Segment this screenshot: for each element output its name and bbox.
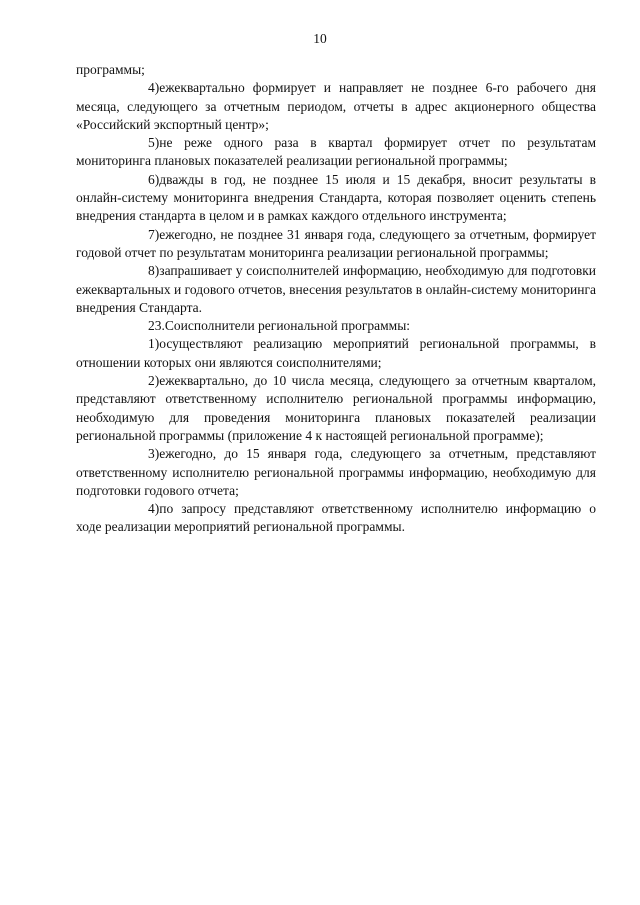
list-item-number: 6) bbox=[148, 171, 160, 187]
list-item-number: 4) bbox=[148, 80, 160, 96]
list-item-text: не реже одного раза в квартал формирует отчет по результатам мониторинга плановых показателей реализации региональной программы; bbox=[76, 135, 596, 169]
list-item-number: 7) bbox=[148, 226, 160, 242]
list-item bbox=[76, 445, 596, 500]
list-item bbox=[76, 171, 596, 226]
list-item bbox=[76, 372, 596, 445]
paragraph-continuation bbox=[76, 61, 596, 79]
list-item-number: 8) bbox=[148, 263, 160, 279]
paragraph-text: программы; bbox=[76, 62, 145, 77]
list-item-text: дважды в год, не позднее 15 июля и 15 декабря, вносит результаты в онлайн-систему мониторинга внедрения Стандарта, которая позволяет оценить степень внедрения стандарта в целом и в рамках каждого отдельного инструмента; bbox=[76, 171, 596, 224]
list-item-number: 4) bbox=[148, 501, 160, 517]
list-item bbox=[76, 262, 596, 317]
list-item bbox=[76, 500, 596, 537]
list-item-number: 1) bbox=[148, 336, 160, 352]
list-item bbox=[76, 335, 596, 372]
list-item-text: ежегодно, не позднее 31 января года, следующего за отчетным, формирует годовой отчет по результатам мониторинга реализации региональной программы; bbox=[76, 226, 596, 260]
section-heading-text: Соисполнители региональной программы: bbox=[164, 318, 411, 334]
section-number: 23. bbox=[148, 318, 165, 334]
list-item-text: осуществляют реализацию мероприятий региональной программы, в отношении которых они являются соисполнителями; bbox=[76, 336, 596, 370]
list-item bbox=[76, 226, 596, 263]
document-body bbox=[76, 61, 596, 537]
list-item-text: ежегодно, до 15 января года, следующего за отчетным, представляют ответственному исполнителю региональной программы информацию, необходимую для подготовки годового отчета; bbox=[76, 446, 596, 498]
list-item bbox=[76, 79, 596, 134]
page-number: 10 bbox=[313, 31, 327, 46]
list-item bbox=[76, 134, 596, 171]
list-item-text: запрашивает у соисполнителей информацию, необходимую для подготовки ежеквартальных и годового отчетов, внесения результатов в онлайн-систему мониторинга внедрения Стандарта. bbox=[76, 263, 596, 315]
list-item-number: 3) bbox=[148, 446, 160, 462]
list-item-number: 2) bbox=[148, 373, 160, 389]
list-item-number: 5) bbox=[148, 135, 160, 151]
list-item-text: по запросу представляют ответственному исполнителю информацию о ходе реализации мероприятий региональной программы. bbox=[76, 501, 596, 535]
list-item-text: ежеквартально, до 10 числа месяца, следующего за отчетным кварталом, представляют ответственному исполнителю региональной программы информацию, необходимую для проведения мониторинга плановых показателей реализации региональной программы (приложение 4 к настоящей региональной программе); bbox=[76, 373, 596, 443]
list-item-text: ежеквартально формирует и направляет не позднее 6-го рабочего дня месяца, следующего за отчетным периодом, отчеты в адрес акционерного общества «Российский экспортный центр»; bbox=[76, 80, 596, 132]
section-heading bbox=[76, 317, 596, 335]
